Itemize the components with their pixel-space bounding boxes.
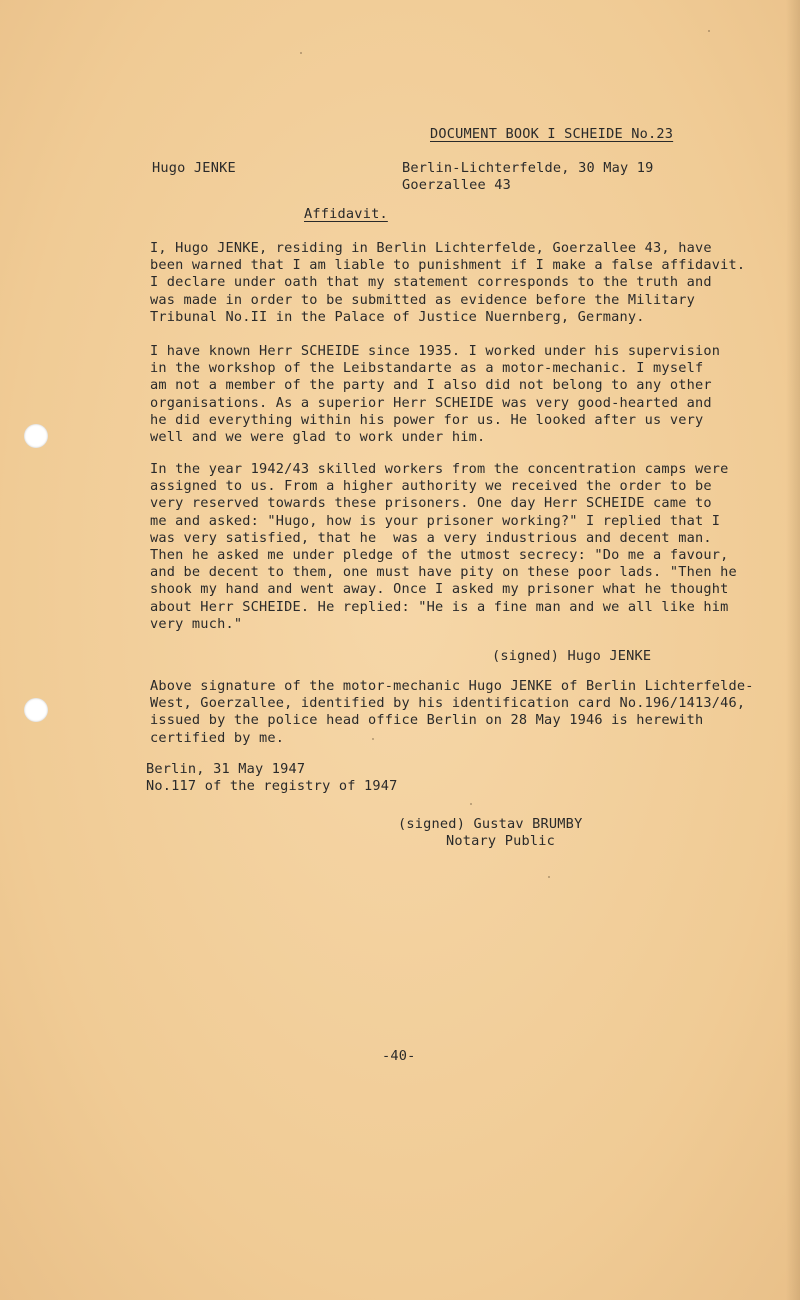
text-line: was made in order to be submitted as evidence before the Military: [150, 291, 695, 308]
paragraph-certification: [150, 678, 754, 747]
notary-title: Notary Public: [446, 833, 555, 849]
text-line: certified by me.: [150, 729, 285, 746]
address-line-2: Goerzallee 43: [402, 177, 511, 193]
registry-number: No.117 of the registry of 1947: [146, 778, 398, 794]
affiant-name: Hugo JENKE: [152, 160, 236, 176]
paper-speck: [708, 30, 710, 32]
page-number: -40-: [382, 1048, 416, 1064]
text-line: he did everything within his power for us. He looked after us very: [150, 411, 704, 428]
text-line: been warned that I am liable to punishment if I make a false affidavit.: [150, 257, 746, 274]
notary-signature: (signed) Gustav BRUMBY: [398, 816, 583, 832]
text-line: I, Hugo JENKE, residing in Berlin Lichterfelde, Goerzallee 43, have: [150, 240, 712, 256]
text-line: me and asked: "Hugo, how is your prisoner working?" I replied that I: [150, 512, 721, 529]
paper-speck: [470, 803, 472, 805]
paper-speck: [300, 52, 302, 54]
text-line: am not a member of the party and I also did not belong to any other: [150, 377, 712, 394]
address-line-1: Berlin-Lichterfelde, 30 May 19: [402, 160, 654, 176]
paragraph-prisoners: [150, 461, 750, 633]
text-line: organisations. As a superior Herr SCHEIDE was very good-hearted and: [150, 394, 712, 411]
document-title: Affidavit.: [304, 206, 388, 222]
text-line: was very satisfied, that he was a very industrious and decent man.: [150, 529, 712, 546]
text-line: West, Goerzallee, identified by his identification card No.196/1413/46,: [150, 695, 746, 712]
page-edge-shadow: [786, 0, 800, 1300]
document-reference: DOCUMENT BOOK I SCHEIDE No.23: [430, 126, 674, 142]
text-line: assigned to us. From a higher authority we received the order to be: [150, 478, 712, 495]
affiant-signature: (signed) Hugo JENKE: [492, 648, 652, 664]
punch-hole-bottom: [24, 698, 48, 722]
text-line: and be decent to them, one must have pity on these poor lads. "Then he: [150, 564, 737, 581]
text-line: in the workshop of the Leibstandarte as a motor-mechanic. I myself: [150, 360, 704, 377]
text-line: shook my hand and went away. Once I asked my prisoner what he thought: [150, 581, 729, 598]
place-date: Berlin, 31 May 1947: [146, 761, 306, 777]
text-line: Tribunal No.II in the Palace of Justice Nuernberg, Germany.: [150, 308, 645, 325]
text-line: I declare under oath that my statement corresponds to the truth and: [150, 274, 712, 291]
text-line: In the year 1942/43 skilled workers from the concentration camps were: [150, 461, 729, 477]
paragraph-oath: [150, 240, 750, 326]
text-line: well and we were glad to work under him.: [150, 429, 486, 446]
punch-hole-top: [24, 424, 48, 448]
text-line: about Herr SCHEIDE. He replied: "He is a fine man and we all like him: [150, 598, 729, 615]
paragraph-acquaintance: [150, 343, 750, 446]
text-line: I have known Herr SCHEIDE since 1935. I worked under his supervision: [150, 343, 721, 359]
paper-speck: [548, 876, 550, 878]
text-line: issued by the police head office Berlin on 28 May 1946 is herewith: [150, 712, 704, 729]
paper-speck: [372, 738, 374, 740]
text-line: Then he asked me under pledge of the utmost secrecy: "Do me a favour,: [150, 547, 729, 564]
text-line: very much.": [150, 615, 243, 632]
text-line: very reserved towards these prisoners. One day Herr SCHEIDE came to: [150, 495, 712, 512]
text-line: Above signature of the motor-mechanic Hugo JENKE of Berlin Lichterfelde-: [150, 678, 754, 694]
